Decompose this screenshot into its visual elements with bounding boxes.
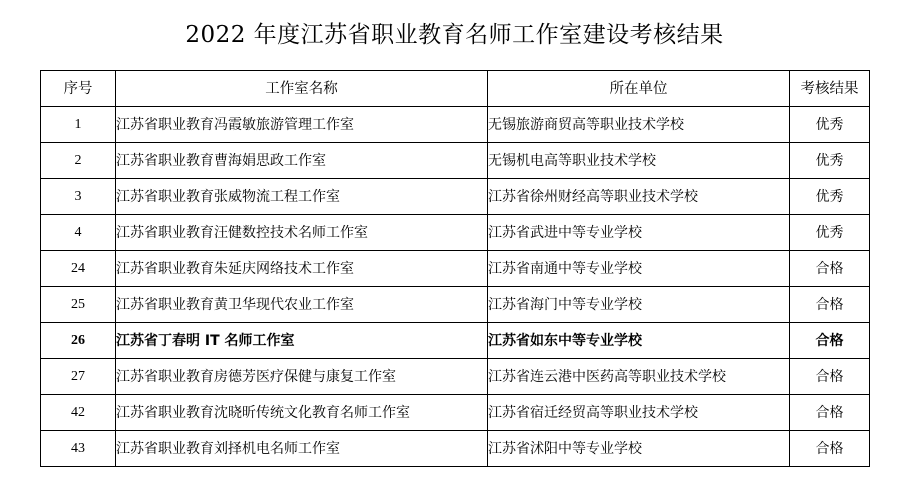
table-row — [41, 179, 870, 215]
studio-name: 江苏省职业教育刘择机电名师工作室 — [116, 431, 488, 467]
table-row — [41, 359, 870, 395]
studio-name: 江苏省丁春明 IT 名师工作室 — [116, 323, 488, 359]
assessment-result: 合格 — [790, 395, 870, 431]
page-title: 2022 年度江苏省职业教育名师工作室建设考核结果 — [185, 22, 724, 48]
row-number: 27 — [41, 359, 116, 395]
assessment-result: 合格 — [790, 359, 870, 395]
unit-name: 江苏省宿迁经贸高等职业技术学校 — [488, 395, 790, 431]
row-number: 1 — [41, 107, 116, 143]
unit-name: 无锡机电高等职业技术学校 — [488, 143, 790, 179]
unit-name: 江苏省海门中等专业学校 — [488, 287, 790, 323]
assessment-result: 优秀 — [790, 143, 870, 179]
table-row — [41, 287, 870, 323]
studio-name: 江苏省职业教育冯霞敏旅游管理工作室 — [116, 107, 488, 143]
assessment-result: 优秀 — [790, 215, 870, 251]
table-row — [41, 251, 870, 287]
studio-name: 江苏省职业教育黄卫华现代农业工作室 — [116, 287, 488, 323]
table-header-row — [41, 71, 870, 107]
assessment-result: 合格 — [790, 431, 870, 467]
results-table — [40, 70, 870, 467]
table-row — [41, 215, 870, 251]
assessment-result: 合格 — [790, 287, 870, 323]
unit-name: 江苏省南通中等专业学校 — [488, 251, 790, 287]
row-number: 4 — [41, 215, 116, 251]
header-result: 考核结果 — [790, 71, 870, 107]
row-number: 24 — [41, 251, 116, 287]
studio-name: 江苏省职业教育汪健数控技术名师工作室 — [116, 215, 488, 251]
header-studio: 工作室名称 — [116, 71, 488, 107]
header-unit: 所在单位 — [488, 71, 790, 107]
unit-name: 江苏省徐州财经高等职业技术学校 — [488, 179, 790, 215]
assessment-result: 合格 — [790, 251, 870, 287]
table-row — [41, 107, 870, 143]
studio-name: 江苏省职业教育曹海娟思政工作室 — [116, 143, 488, 179]
studio-name: 江苏省职业教育朱延庆网络技术工作室 — [116, 251, 488, 287]
row-number: 2 — [41, 143, 116, 179]
table-row — [41, 395, 870, 431]
header-no: 序号 — [41, 71, 116, 107]
table-row — [41, 143, 870, 179]
assessment-result: 优秀 — [790, 107, 870, 143]
row-number: 43 — [41, 431, 116, 467]
unit-name: 无锡旅游商贸高等职业技术学校 — [488, 107, 790, 143]
studio-name: 江苏省职业教育房德芳医疗保健与康复工作室 — [116, 359, 488, 395]
assessment-result: 优秀 — [790, 179, 870, 215]
unit-name: 江苏省沭阳中等专业学校 — [488, 431, 790, 467]
studio-name: 江苏省职业教育沈晓昕传统文化教育名师工作室 — [116, 395, 488, 431]
unit-name: 江苏省武进中等专业学校 — [488, 215, 790, 251]
unit-name: 江苏省如东中等专业学校 — [488, 323, 790, 359]
table-row-highlighted — [41, 323, 870, 359]
unit-name: 江苏省连云港中医药高等职业技术学校 — [488, 359, 790, 395]
row-number: 3 — [41, 179, 116, 215]
row-number: 42 — [41, 395, 116, 431]
row-number: 26 — [41, 323, 116, 359]
studio-name: 江苏省职业教育张威物流工程工作室 — [116, 179, 488, 215]
assessment-result: 合格 — [790, 323, 870, 359]
row-number: 25 — [41, 287, 116, 323]
table-row — [41, 431, 870, 467]
